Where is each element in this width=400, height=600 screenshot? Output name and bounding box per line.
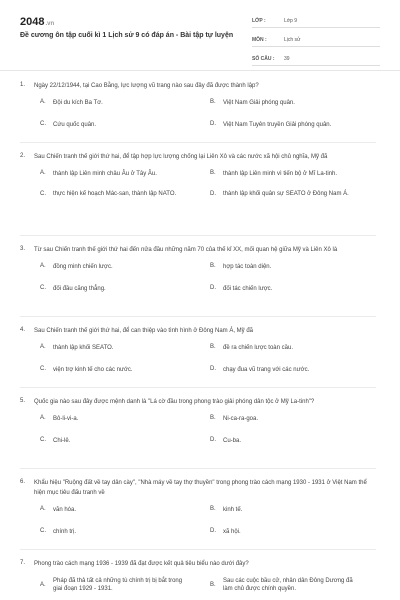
option-letter: A. <box>40 263 46 269</box>
option-text: Cứu quốc quân. <box>53 122 97 128</box>
option-text: thành lập khối quân sự SEATO ở Đông Nam Á. <box>223 191 349 197</box>
option-letter: C. <box>40 121 46 127</box>
question-text: Ngày 22/12/1944, tại Cao Bằng, lực lượng vũ trang nào sau đây đã được thành lập? <box>34 83 259 89</box>
question-number: 3. <box>20 246 26 252</box>
meta-value: Lớp 9 <box>284 18 298 24</box>
option-letter: D. <box>210 528 216 534</box>
question-item <box>20 236 376 317</box>
site-logo[interactable] <box>20 16 54 28</box>
option-text: văn hóa. <box>53 507 77 513</box>
question-number: 5. <box>20 398 26 404</box>
option-text: đồng minh chiến lược. <box>53 264 113 270</box>
question-text: Quốc gia nào sau đây được mệnh danh là "Lá cờ đầu trong phong trào giải phóng dân tộc ở Mỹ La-tinh"? <box>34 399 315 405</box>
option-text: thành lập Liên minh châu Âu ở Tây Âu. <box>53 171 157 177</box>
meta-row-subject <box>252 31 380 47</box>
option-text: thành lập Liên minh vì tiến bộ ở Mĩ La-tinh. <box>223 171 337 177</box>
option-text: Sau các cuộc bầu cử, nhân dân Đông Dương đã làm chủ được chính quyền. <box>223 578 353 592</box>
option-text: viện trợ kinh tế cho các nước. <box>53 367 133 373</box>
option-letter: D. <box>210 121 216 127</box>
option-letter: B. <box>210 344 216 350</box>
option-text: đối tác chiến lược. <box>223 286 273 292</box>
meta-value: Lịch sử <box>284 37 301 43</box>
option-text: chạy đua vũ trang với các nước. <box>223 367 310 373</box>
answer-option[interactable] <box>210 437 360 445</box>
option-text: Bô-li-vi-a. <box>53 416 79 422</box>
option-text: Ni-ca-ra-goa. <box>223 416 259 422</box>
option-text: kinh tế. <box>223 507 243 513</box>
answer-option[interactable] <box>210 170 390 178</box>
option-letter: A. <box>40 170 46 176</box>
question-item <box>20 78 376 143</box>
answer-option[interactable] <box>40 170 190 178</box>
document-title: Đề cương ôn tập cuối kì 1 Lịch sử 9 có đáp án - Bài tập tự luyện <box>20 32 234 39</box>
option-text: xã hội. <box>223 529 241 535</box>
answer-option[interactable] <box>40 437 190 445</box>
answer-option[interactable] <box>210 366 360 374</box>
answer-option[interactable] <box>40 263 190 271</box>
option-text: Pháp đã thả tất cả những tù chính trị bị bắt trong giai đoạn 1929 - 1931. <box>53 578 183 592</box>
answer-option[interactable] <box>40 577 190 593</box>
option-letter: A. <box>40 506 46 512</box>
document-meta <box>252 12 380 69</box>
answer-option[interactable] <box>40 190 180 198</box>
option-letter: B. <box>210 99 216 105</box>
option-letter: A. <box>40 415 46 421</box>
answer-option[interactable] <box>210 190 350 198</box>
option-text: Cu-ba. <box>223 438 242 444</box>
question-number: 2. <box>20 153 26 159</box>
question-item <box>20 143 376 236</box>
question-item <box>20 550 376 600</box>
question-list <box>20 78 376 600</box>
question-item <box>20 317 376 388</box>
option-letter: C. <box>40 366 46 372</box>
option-letter: B. <box>210 170 216 176</box>
option-letter: A. <box>40 344 46 350</box>
option-text: đối đầu căng thẳng. <box>53 286 106 292</box>
logo-text: 2048 <box>20 16 45 28</box>
option-letter: D. <box>210 191 216 197</box>
option-letter: B. <box>210 263 216 269</box>
answer-option[interactable] <box>210 263 360 271</box>
question-item <box>20 388 376 469</box>
answer-option[interactable] <box>40 415 190 423</box>
meta-row-class <box>252 12 380 28</box>
question-text: Phong trào cách mạng 1936 - 1939 đã đạt được kết quả tiêu biểu nào dưới đây? <box>34 561 249 567</box>
meta-label: LỚP : <box>252 18 266 24</box>
option-text: chính trị. <box>53 529 77 535</box>
answer-option[interactable] <box>40 344 190 352</box>
page-header <box>0 0 400 71</box>
option-letter: C. <box>40 437 46 443</box>
option-letter: C. <box>40 528 46 534</box>
option-letter: C. <box>40 285 46 291</box>
option-letter: A. <box>40 99 46 105</box>
option-text: Việt Nam Giải phóng quân. <box>223 100 295 106</box>
answer-option[interactable] <box>210 506 360 514</box>
option-text: đề ra chiến lược toàn cầu. <box>223 345 293 351</box>
answer-option[interactable] <box>210 577 360 593</box>
answer-option[interactable] <box>40 506 190 514</box>
option-letter: B. <box>210 582 216 588</box>
answer-option[interactable] <box>40 366 190 374</box>
option-letter: B. <box>210 415 216 421</box>
question-text: Từ sau Chiến tranh thế giới thứ hai đến nửa đầu những năm 70 của thế kỉ XX, mối quan hệ giữa Mỹ và Liên Xô là <box>34 247 338 253</box>
option-text: Việt Nam Tuyên truyền Giải phóng quân. <box>223 122 332 128</box>
meta-label: SỐ CÂU : <box>252 56 275 62</box>
question-number: 7. <box>20 560 26 566</box>
answer-option[interactable] <box>210 99 360 107</box>
answer-option[interactable] <box>210 528 360 536</box>
answer-option[interactable] <box>210 121 390 129</box>
option-letter: C. <box>40 191 46 197</box>
option-text: hợp tác toàn diện. <box>223 264 272 270</box>
option-text: thành lập khối SEATO. <box>53 345 114 351</box>
answer-option[interactable] <box>40 528 190 536</box>
answer-option[interactable] <box>40 285 190 293</box>
answer-option[interactable] <box>210 415 360 423</box>
question-item <box>20 469 376 550</box>
option-letter: D. <box>210 366 216 372</box>
option-text: thực hiện kế hoạch Mác-san, thành lập NATO. <box>53 191 177 197</box>
question-number: 1. <box>20 82 26 88</box>
logo-suffix: .vn <box>45 21 55 27</box>
question-text: Sau Chiến tranh thế giới thứ hai, để tập hợp lực lượng chống lại Liên Xô và các nước xã hội chủ nghĩa, Mỹ đã <box>34 154 328 160</box>
answer-option[interactable] <box>210 344 360 352</box>
option-letter: D. <box>210 437 216 443</box>
option-letter: A. <box>40 582 46 588</box>
question-number: 6. <box>20 479 26 485</box>
question-number: 4. <box>20 327 26 333</box>
question-text: Khẩu hiệu "Ruộng đất về tay dân cày", "Nhà máy về tay thợ thuyền" trong phong trào cách mạng 1930 - 1931 ở Việt Nam thể hiện mục tiêu đấu tranh về <box>34 480 367 496</box>
answer-option[interactable] <box>40 121 190 129</box>
answer-option[interactable] <box>40 99 190 107</box>
option-text: Chi-lê. <box>53 438 71 444</box>
option-letter: D. <box>210 285 216 291</box>
meta-label: MÔN : <box>252 37 267 43</box>
answer-option[interactable] <box>210 285 360 293</box>
question-text: Sau Chiến tranh thế giới thứ hai, để can thiệp vào tình hình ở Đông Nam Á, Mỹ đã <box>34 328 254 334</box>
option-text: Đội du kích Ba Tơ. <box>53 100 103 106</box>
meta-value: 39 <box>284 56 290 62</box>
meta-row-count <box>252 50 380 66</box>
option-letter: B. <box>210 506 216 512</box>
